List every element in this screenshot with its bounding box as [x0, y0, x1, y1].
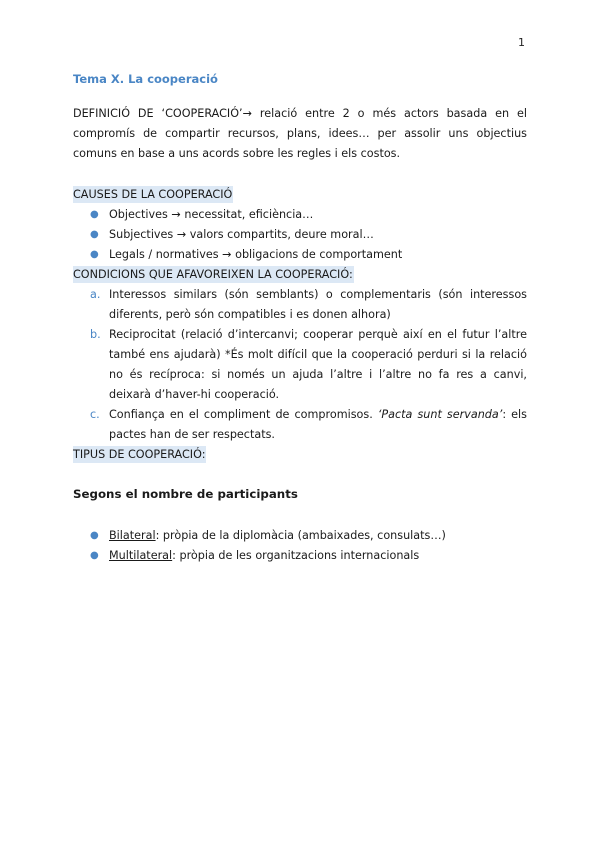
list-item-text: Interessos similars (són semblants) o complementaris (són interessos diferents, però són compatibles i es donen alhora) — [109, 288, 527, 321]
document-body — [73, 70, 527, 566]
list-item — [73, 405, 527, 445]
list-marker: c. — [90, 408, 100, 421]
causes-heading — [73, 185, 527, 204]
conditions-heading-text: CONDICIONS QUE AFAVOREIXEN LA COOPERACIÓ: — [73, 268, 353, 281]
definition-paragraph: DEFINICIÓ DE ‘COOPERACIÓ’→ relació entre 2 o més actors basada en el compromís de compartir recursos, plans, idees… per assolir uns objectius comuns en base a uns acords sobre les regles i els costos. — [73, 107, 527, 160]
types-subtitle: Segons el nombre de participants — [73, 487, 298, 501]
bullet-dot-icon: ● — [90, 530, 99, 541]
bullet-dot-icon: ● — [90, 550, 99, 561]
types-heading-text: TIPUS DE COOPERACIÓ: — [73, 448, 206, 461]
list-item-text: Objectives → necessitat, eficiència… — [109, 208, 314, 221]
causes-list — [73, 205, 527, 265]
list-item-text: Subjectives → valors compartits, deure moral… — [109, 228, 374, 241]
bullet-dot-icon: ● — [90, 209, 99, 220]
term-description: : pròpia de les organitzacions internacionals — [172, 549, 420, 562]
list-item — [73, 225, 527, 245]
causes-heading-text: CAUSES DE LA COOPERACIÓ — [73, 188, 233, 201]
latin-phrase: ‘Pacta sunt servanda’ — [377, 408, 503, 421]
list-item — [73, 205, 527, 225]
types-list — [73, 526, 527, 566]
list-item-text: Confiança en el compliment de compromisos. — [109, 408, 378, 421]
conditions-list — [73, 285, 527, 445]
conditions-heading — [73, 265, 527, 284]
list-item — [73, 245, 527, 265]
list-item-text: Legals / normatives → obligacions de comportament — [109, 248, 403, 261]
term-bilateral: Bilateral — [109, 529, 156, 542]
list-item — [73, 325, 527, 405]
list-marker: b. — [90, 328, 101, 341]
page-number: 1 — [518, 36, 525, 49]
term-description: : pròpia de la diplomàcia (ambaixades, consulats…) — [155, 529, 446, 542]
bullet-dot-icon: ● — [90, 229, 99, 240]
term-multilateral: Multilateral — [109, 549, 173, 562]
list-marker: a. — [90, 288, 101, 301]
list-item — [73, 546, 527, 566]
bullet-dot-icon: ● — [90, 249, 99, 260]
list-item-text: Reciprocitat (relació d’intercanvi; cooperar perquè així en el futur l’altre també ens ajudarà) *És molt difícil que la cooperació perduri si la relació no és recíproca: si només un ajuda l’altre i l’altre no fa res a canvi, deixarà d’haver-hi cooperació. — [109, 328, 527, 401]
page-title: Tema X. La cooperació — [73, 72, 218, 86]
list-item — [73, 526, 527, 546]
types-heading — [73, 445, 527, 464]
list-item — [73, 285, 527, 325]
list-item-text-tail: : els pactes han de ser respectats. — [109, 408, 527, 441]
